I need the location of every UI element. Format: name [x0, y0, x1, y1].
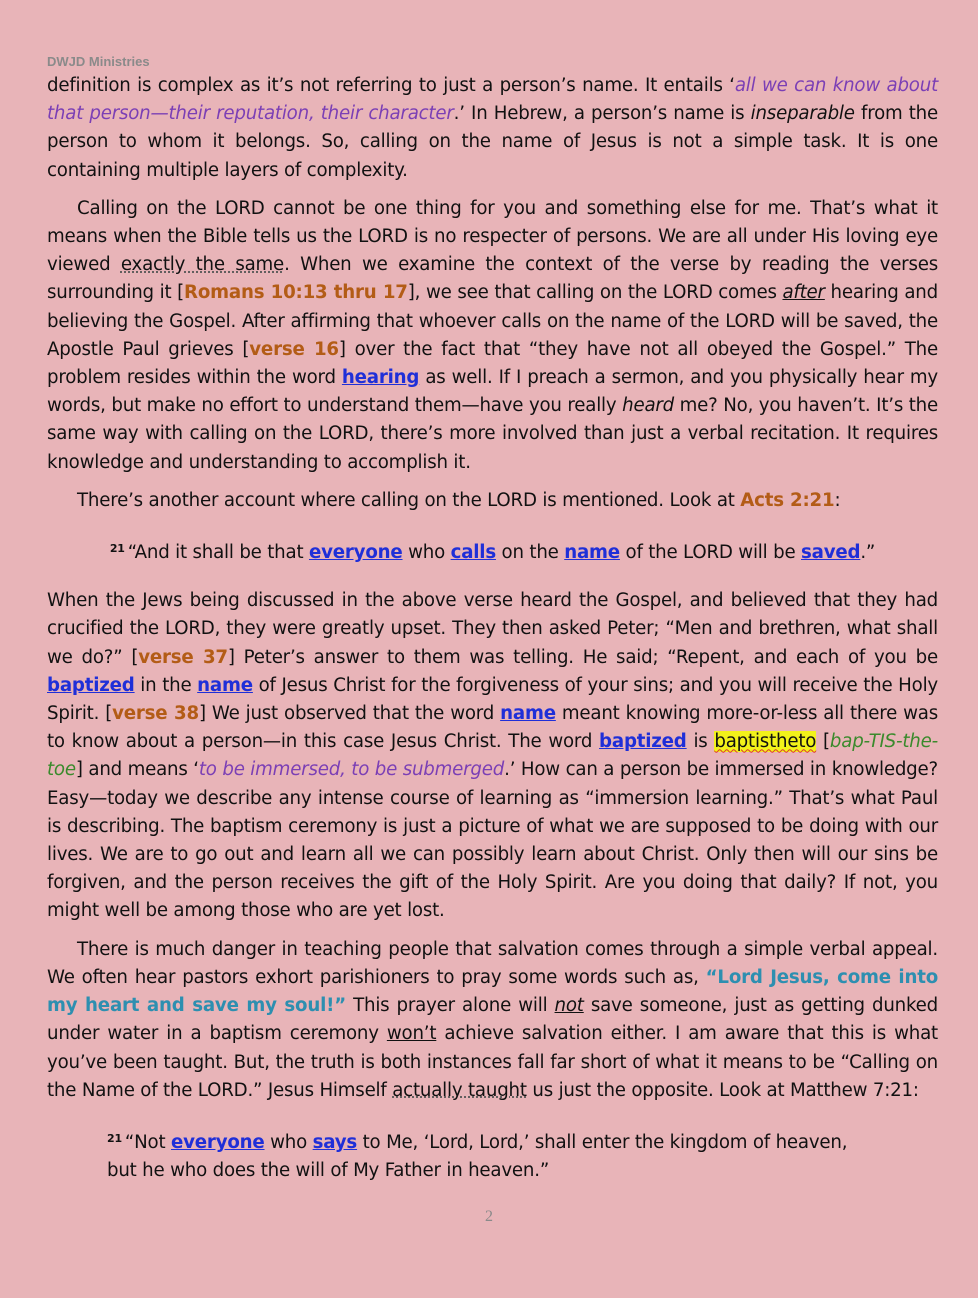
- text: is: [686, 731, 715, 753]
- prayer-quote: “Lord Jesus, come into my heart and save my soul!”: [47, 966, 938, 1017]
- word-link-baptized[interactable]: baptized: [599, 731, 687, 753]
- emphasis-not: not: [554, 995, 584, 1017]
- text: who: [402, 542, 451, 564]
- text: definition is complex as it’s not referring to just a person’s name. It entails ‘: [47, 75, 735, 96]
- paragraph-4: [47, 587, 938, 925]
- text: “Not: [124, 1131, 171, 1153]
- text: .”: [860, 542, 876, 564]
- pronunciation: bap-TIS-the-toe: [47, 731, 938, 781]
- word-link-name[interactable]: name: [197, 674, 253, 696]
- text: There is much danger in teaching people that salvation comes through a simple verbal appeal. We often hear pastors exhort parishioners to pray some words such as,: [47, 938, 938, 988]
- word-link-everyone[interactable]: everyone: [308, 542, 403, 564]
- text: This prayer alone will: [345, 995, 555, 1017]
- text: ] Peter’s answer to them was telling. He said; “Repent, and each of you be: [227, 646, 938, 668]
- word-link-everyone[interactable]: everyone: [171, 1131, 265, 1153]
- paragraph-5: [47, 936, 938, 1105]
- ministry-header: DWJD Ministries: [47, 54, 150, 69]
- word-link-saved[interactable]: saved: [801, 542, 861, 564]
- text: ] We just observed that the word: [198, 703, 501, 725]
- verse-matthew-7-21: [47, 1125, 938, 1185]
- paragraph-1: [47, 72, 938, 185]
- paragraph-3: [47, 487, 938, 515]
- phrase-actually-taught: actually taught: [392, 1079, 527, 1101]
- scripture-ref-verse-38: verse 38: [112, 703, 199, 725]
- definition-quote: all we can know about that person—their reputation, their character: [47, 75, 938, 125]
- text: as well. If I preach a sermon, and you physically hear my words, but make no effort to understand them—have you really: [47, 367, 938, 417]
- greek-word-highlight: baptistheto: [714, 731, 817, 753]
- emphasis-after: after: [782, 282, 825, 304]
- text: . When we examine the context of the verse by reading the verses surrounding it [: [47, 254, 939, 304]
- verse-acts-2-21: [47, 535, 938, 567]
- text: of the LORD will be: [619, 542, 802, 564]
- text: Calling on the LORD cannot be one thing for you and something else for me. That’s what it means when the Bible tells us the LORD is no respecter of persons. We are all under His loving eye viewed: [47, 197, 938, 276]
- text: from the person to whom it belongs. So, calling on the name of Jesus is not a simple task. It is one containing multiple layers of complexity.: [47, 103, 938, 181]
- paragraph-2: [47, 195, 938, 477]
- text: :: [834, 489, 841, 511]
- text: on the: [495, 542, 565, 564]
- text: of Jesus Christ for the forgiveness of your sins; and you will receive the Holy Spirit. [: [47, 674, 938, 725]
- text: but he who does the will of My Father in heaven.”: [107, 1160, 550, 1182]
- text: There’s another account where calling on the LORD is mentioned. Look at: [77, 489, 741, 511]
- text: hearing and believing the Gospel. After affirming that whoever calls on the name of the LORD will be saved, the Apostle Paul grieves [: [47, 282, 938, 360]
- phrase-exactly-the-same: exactly the same: [120, 254, 285, 276]
- verse-number: 21: [109, 542, 125, 556]
- scripture-ref-verse-16: verse 16: [249, 338, 339, 360]
- word-link-baptized[interactable]: baptized: [47, 674, 135, 696]
- text: achieve salvation either. I am aware that this is what you’ve been taught. But, the truth is both instances fall far short of what it means to be “Calling on the Name of the LORD.” Jesus Himself: [47, 1023, 938, 1101]
- text: me? No, you haven’t. It’s the same way with calling on the LORD, there’s more involved than just a verbal recitation. It requires knowledge and understanding to accomplish it.: [47, 395, 938, 473]
- text: who: [264, 1131, 313, 1153]
- word-meaning: to be immersed, to be submerged: [198, 759, 505, 781]
- word-link-says[interactable]: says: [312, 1131, 358, 1153]
- emphasis-wont: won’t: [386, 1023, 437, 1045]
- document-body: [47, 72, 938, 1205]
- emphasis-heard: heard: [622, 395, 675, 417]
- word-link-calls[interactable]: calls: [450, 542, 496, 564]
- text: .’ In Hebrew, a person’s name is: [453, 103, 751, 125]
- scripture-ref-verse-37: verse 37: [138, 646, 228, 668]
- scripture-ref-acts: Acts 2:21: [740, 489, 835, 511]
- text: “And it shall be that: [127, 542, 309, 564]
- word-link-name[interactable]: name: [500, 703, 556, 725]
- text: ], we see that calling on the LORD comes: [407, 282, 783, 304]
- emphasis-inseparable: inseparable: [750, 103, 855, 125]
- text: ] and means ‘: [75, 759, 199, 781]
- word-link-name[interactable]: name: [564, 542, 620, 564]
- verse-number: 21: [107, 1131, 122, 1145]
- text: .’ How can a person be immersed in knowledge? Easy—today we describe any intense course of learning as “immersion learning.” That’s what Paul is describing. The baptism ceremony is just a picture of what we are supposed to be doing with our lives. We are to go out and learn all we can possibly learn about Christ. Only then will our sins be forgiven, and the person receives the gift of the Holy Spirit. Are you doing that daily? If not, you might well be among those who are yet lost.: [47, 759, 938, 922]
- text: [: [816, 731, 830, 753]
- page-number: 2: [485, 1208, 493, 1225]
- text: in the: [134, 674, 198, 696]
- text: save someone, just as getting dunked under water in a baptism ceremony: [47, 995, 938, 1045]
- text: When the Jews being discussed in the above verse heard the Gospel, and believed that they had crucified the LORD, they were greatly upset. They then asked Peter; “Men and brethren, what shall we do?” [: [47, 590, 938, 668]
- word-link-hearing[interactable]: hearing: [341, 367, 420, 389]
- text: meant knowing more-or-less all there was to know about a person—in this case Jesus Christ. The word: [47, 703, 938, 753]
- text: to Me, ‘Lord, Lord,’ shall enter the kingdom of heaven,: [357, 1131, 848, 1153]
- text: us just the opposite. Look at Matthew 7:21:: [526, 1079, 919, 1101]
- scripture-ref-romans: Romans 10:13 thru 17: [184, 282, 408, 304]
- text: ] over the fact that “they have not all obeyed the Gospel.” The problem resides within the word: [47, 338, 938, 389]
